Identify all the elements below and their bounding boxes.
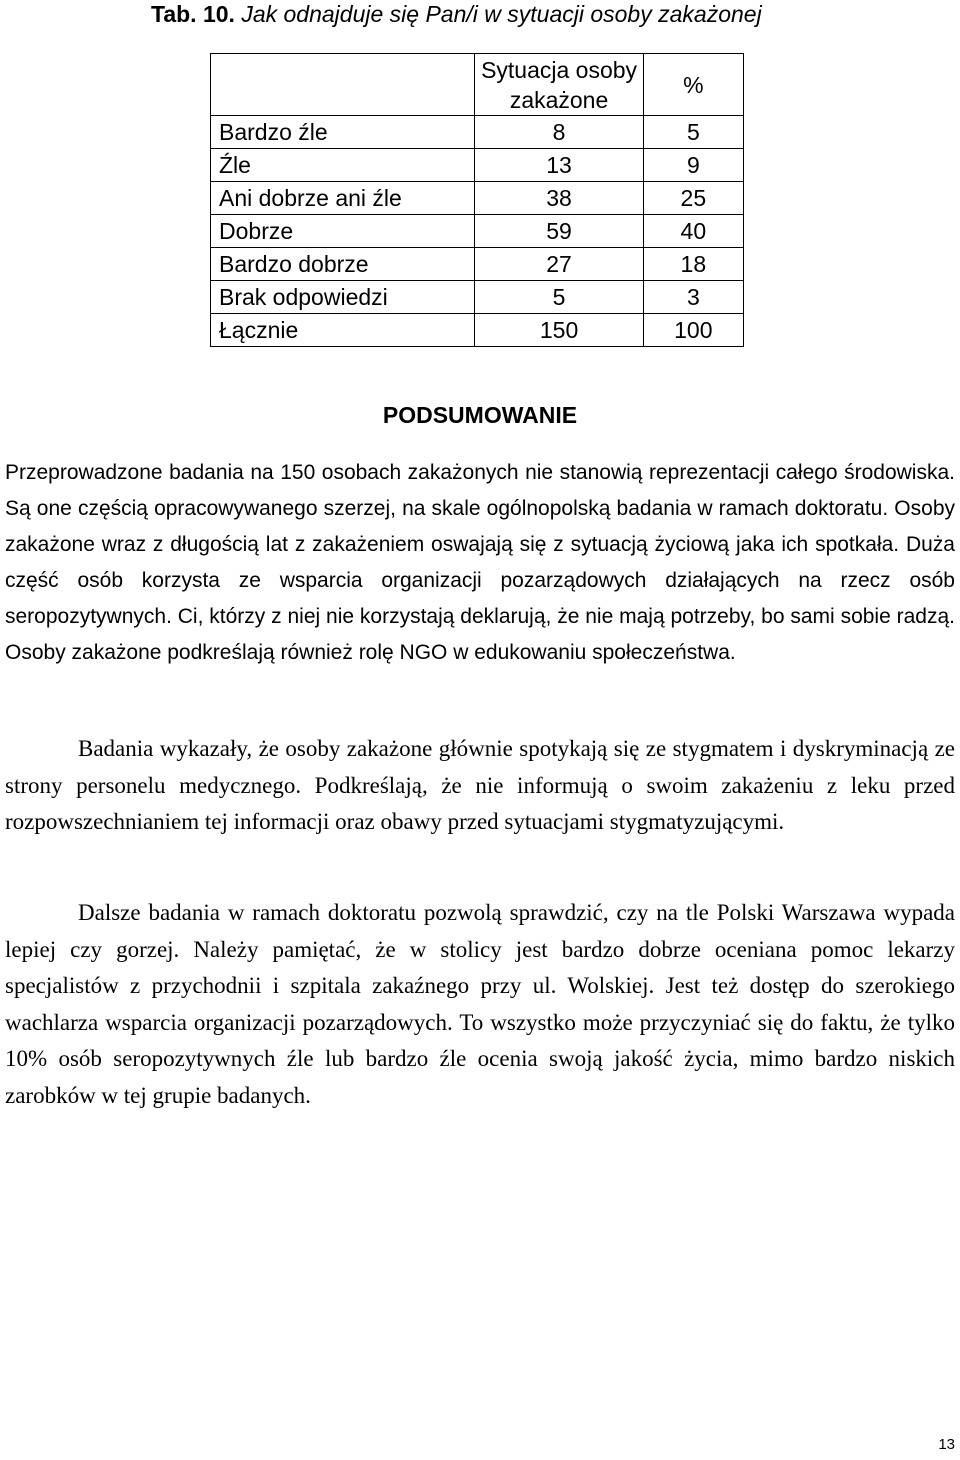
row-category: Bardzo dobrze: [211, 248, 475, 281]
row-count: 59: [475, 215, 643, 248]
row-count: 13: [475, 149, 643, 182]
table-row: [211, 248, 744, 281]
row-category: Źle: [211, 149, 475, 182]
table-row: [211, 149, 744, 182]
section-heading: PODSUMOWANIE: [382, 402, 578, 428]
table-row-total: [211, 314, 744, 347]
row-percent: 5: [643, 116, 743, 149]
paragraph-3-text: Dalsze badania w ramach doktoratu pozwolą sprawdzić, czy na tle Polski Warszawa wypada lepiej czy gorzej. Należy pamiętać, że w stolicy jest bardzo dobrze oceniana pomoc lekarzy specjalistów z przychodnii i szpitala zakaźnego przy ul. Wolskiej. Jest też dostęp do szerokiego wachlarza wsparcia organizacji pozarządowych. To wszystko może przyczyniać się do faktu, że tylko 10% osób seropozytywnych źle lub bardzo źle ocenia swoją jakość życia, mimo bardzo niskich zarobków w tej grupie badanych.: [5, 900, 955, 1108]
row-count: 38: [475, 182, 643, 215]
summary-paragraph-1: Przeprowadzone badania na 150 osobach zakażonych nie stanowią reprezentacji całego środowiska. Są one częścią opracowywanego szerzej, na skale ogólnopolską badania w ramach doktoratu. Osoby zakażone wraz z długością lat z zakażeniem oswajają się z sytuacją życiową jaka ich spotkała. Duża część osób korzysta ze wsparcia organizacji pozarządowych działających na rzecz osób seropozytywnych. Ci, którzy z niej nie korzystają deklarują, że nie mają potrzeby, bo sami sobie radzą. Osoby zakażone podkreślają również rolę NGO w edukowaniu społeczeństwa.: [5, 461, 955, 664]
paragraph-2-text: Badania wykazały, że osoby zakażone głównie spotykają się ze stygmatem i dyskryminacją ze strony personelu medycznego. Podkreślają, że nie informują o swoim zakażeniu z leku przed rozpowszechnianiem tej informacji oraz obawy przed sytuacjami stygmatyzującymi.: [5, 736, 955, 834]
row-category: Dobrze: [211, 215, 475, 248]
row-category: Łącznie: [211, 314, 475, 347]
table-caption: [151, 0, 762, 28]
table-label: Tab. 10.: [151, 1, 235, 27]
row-percent: 25: [643, 182, 743, 215]
row-percent: 3: [643, 281, 743, 314]
row-percent: 18: [643, 248, 743, 281]
column-header-category: [211, 54, 475, 116]
table-row: [211, 182, 744, 215]
row-count: 5: [475, 281, 643, 314]
row-percent: 100: [643, 314, 743, 347]
row-percent: 9: [643, 149, 743, 182]
table-title: Jak odnajduje się Pan/i w sytuacji osoby zakażonej: [241, 1, 762, 27]
table-row: [211, 116, 744, 149]
table-row: [211, 215, 744, 248]
row-category: Brak odpowiedzi: [211, 281, 475, 314]
column-header-percent: %: [643, 54, 743, 116]
results-table: [210, 53, 744, 347]
column-header-count: Sytuacja osoby zakażone: [475, 54, 643, 116]
row-count: 27: [475, 248, 643, 281]
summary-paragraph-3: [5, 895, 955, 1114]
row-category: Ani dobrze ani źle: [211, 182, 475, 215]
page-number: 13: [938, 1436, 955, 1453]
table-row: [211, 281, 744, 314]
summary-paragraph-2: [5, 731, 955, 841]
row-percent: 40: [643, 215, 743, 248]
row-count: 8: [475, 116, 643, 149]
row-category: Bardzo źle: [211, 116, 475, 149]
row-count: 150: [475, 314, 643, 347]
table-header-row: [211, 54, 744, 116]
